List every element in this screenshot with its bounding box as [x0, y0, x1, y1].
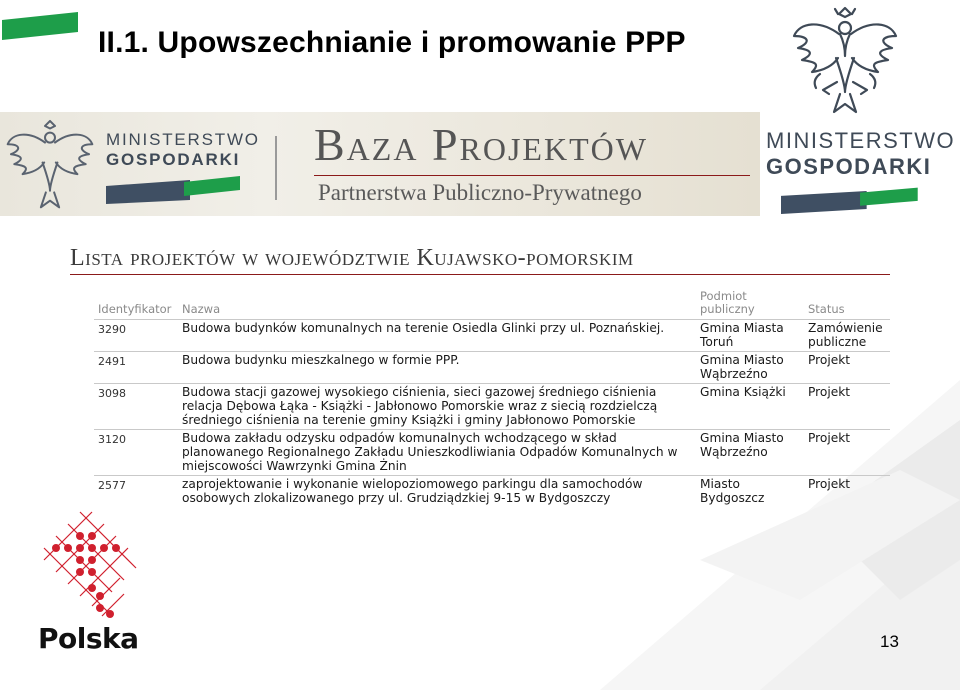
project-name-link[interactable]: zaprojektowanie i wykonanie wielopoziomowego parkingu dla samochodów osobowych zlokalizowanego przy ul. Grudziądzkiej 9-15 w Bydgoszczy	[178, 476, 696, 508]
project-id: 3120	[94, 430, 178, 476]
project-table	[94, 288, 890, 507]
table-row[interactable]	[94, 352, 890, 384]
project-podmiot: Gmina Miasto Wąbrzeźno	[696, 352, 804, 384]
green-accent-tab	[2, 12, 78, 40]
project-podmiot: Gmina Miasta Toruń	[696, 320, 804, 352]
banner-subtitle: Partnerstwa Publiczno-Prywatnego	[318, 180, 642, 205]
slide-title: II.1. Upowszechnianie i promowanie PPP	[98, 26, 686, 59]
project-podmiot: Gmina Miasto Wąbrzeźno	[696, 430, 804, 476]
polska-wordmark: Polska	[38, 622, 139, 655]
project-name-link[interactable]: Budowa budynku mieszkalnego w formie PPP.	[178, 352, 696, 384]
project-status: Zamówienie publiczne	[804, 320, 890, 352]
banner-ministry-logo	[106, 130, 260, 204]
column-header-status[interactable]: Status	[808, 302, 845, 316]
polska-brand-mark-icon	[40, 508, 140, 628]
column-header-name[interactable]: Nazwa	[182, 302, 221, 316]
project-status: Projekt	[804, 384, 890, 430]
banner-title: Baza Projektów	[314, 119, 648, 170]
project-id: 3098	[94, 384, 178, 430]
ministry-logo-right	[766, 128, 956, 219]
ministry-color-bars	[766, 186, 936, 214]
banner-ministry-line1: MINISTERSTWO	[106, 130, 260, 149]
table-row[interactable]	[94, 476, 890, 508]
banner-separator	[275, 136, 277, 200]
project-id: 2577	[94, 476, 178, 508]
project-name-link[interactable]: Budowa budynków komunalnych na terenie Osiedla Glinki przy ul. Poznańskiej.	[178, 320, 696, 352]
page-number: 13	[880, 632, 899, 651]
project-status: Projekt	[804, 476, 890, 508]
project-status: Projekt	[804, 352, 890, 384]
project-podmiot: Miasto Bydgoszcz	[696, 476, 804, 508]
ministry-name-line2: GOSPODARKI	[766, 154, 932, 179]
banner-ministry-bars	[106, 174, 246, 204]
project-id: 2491	[94, 352, 178, 384]
polish-eagle-emblem	[790, 2, 900, 120]
project-podmiot: Gmina Książki	[696, 384, 804, 430]
column-header-podmiot-label: Podmiot publiczny	[700, 289, 755, 316]
column-header-id[interactable]: Identyfikator	[98, 302, 172, 316]
table-row[interactable]	[94, 320, 890, 352]
project-list-rule	[70, 274, 890, 275]
banner-eagle-emblem	[4, 116, 96, 214]
column-header-podmiot[interactable]	[696, 288, 804, 320]
table-row[interactable]	[94, 430, 890, 476]
table-row[interactable]	[94, 384, 890, 430]
ministry-name-line1: MINISTERSTWO	[766, 128, 956, 153]
table-header-row	[94, 288, 890, 320]
banner-title-rule	[314, 175, 750, 176]
project-id: 3290	[94, 320, 178, 352]
project-name-link[interactable]: Budowa stacji gazowej wysokiego ciśnienia, sieci gazowej średniego ciśnienia relacja Dębowa Łąka - Książki - Jabłonowo Pomorskie wraz z siecią rozdzielczą średniego ciśnienia na terenie gminy Książki i gminy Jabłonowo Pomorskie	[178, 384, 696, 430]
banner-ministry-line2: GOSPODARKI	[106, 150, 241, 169]
project-name-link[interactable]: Budowa zakładu odzysku odpadów komunalnych wchodzącego w skład planowanego Regionalnego Zakładu Unieszkodliwiania Odpadów Komunalnych w miejscowości Wawrzynki Gmina Żnin	[178, 430, 696, 476]
project-status: Projekt	[804, 430, 890, 476]
project-list-title: Lista projektów w województwie Kujawsko-pomorskim	[70, 245, 634, 271]
